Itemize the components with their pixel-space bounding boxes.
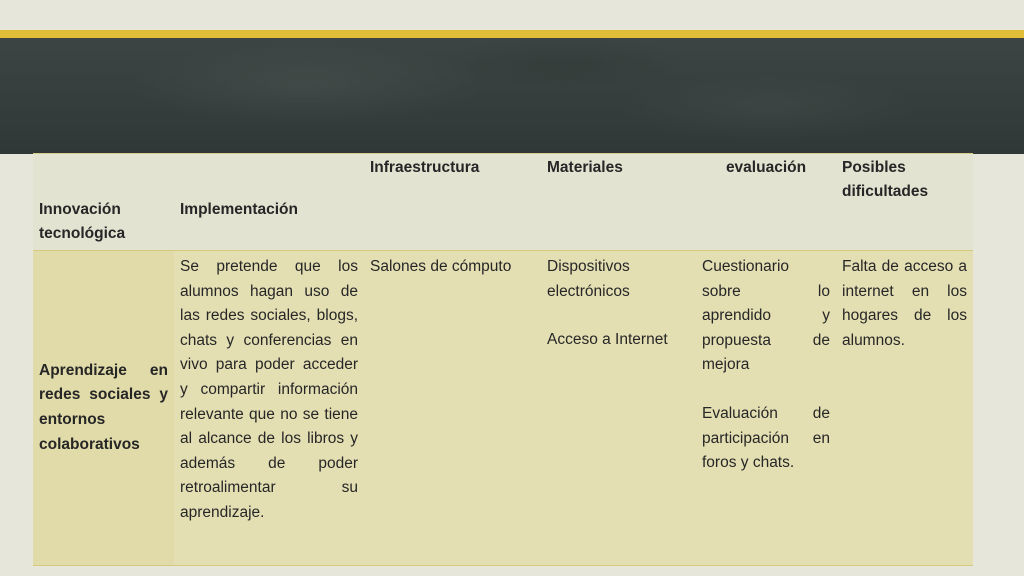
- materiales-item: Acceso a Internet: [547, 331, 668, 349]
- table-header-row: [33, 154, 973, 251]
- table-row: [33, 251, 973, 566]
- header-innovacion: Innovación tecnológica: [33, 154, 174, 251]
- header-evaluacion: evaluación: [696, 154, 836, 251]
- evaluacion-item: Cuestionario sobre lo aprendido y propuesta de mejora: [702, 258, 830, 374]
- header-materiales: Materiales: [541, 154, 696, 251]
- cell-materiales: [541, 251, 696, 566]
- materiales-item: Dispositivos electrónicos: [547, 258, 630, 300]
- chalkboard-banner: [0, 38, 1024, 154]
- header-implementacion: Implementación: [174, 154, 364, 251]
- cell-innovacion: Aprendizaje en redes sociales y entornos colaborativos: [33, 251, 174, 566]
- cell-evaluacion: [696, 251, 836, 566]
- header-infraestructura: Infraestructura: [364, 154, 541, 251]
- cell-implementacion: Se pretende que los alumnos hagan uso de las redes sociales, blogs, chats y conferencias en vivo para poder acceder y compartir información relevante que no se tiene al alcance de los libros y además de poder retroalimentar su aprendizaje.: [174, 251, 364, 566]
- cell-infraestructura: Salones de cómputo: [364, 251, 541, 566]
- top-margin: [0, 0, 1024, 30]
- innovation-table: [33, 153, 973, 566]
- accent-stripe: [0, 30, 1024, 38]
- cell-dificultades: Falta de acceso a internet en los hogares de los alumnos.: [836, 251, 973, 566]
- evaluacion-item: Evaluación de participación en foros y chats.: [702, 404, 830, 472]
- table-container: [33, 153, 973, 566]
- header-dificultades: Posibles dificultades: [836, 154, 973, 251]
